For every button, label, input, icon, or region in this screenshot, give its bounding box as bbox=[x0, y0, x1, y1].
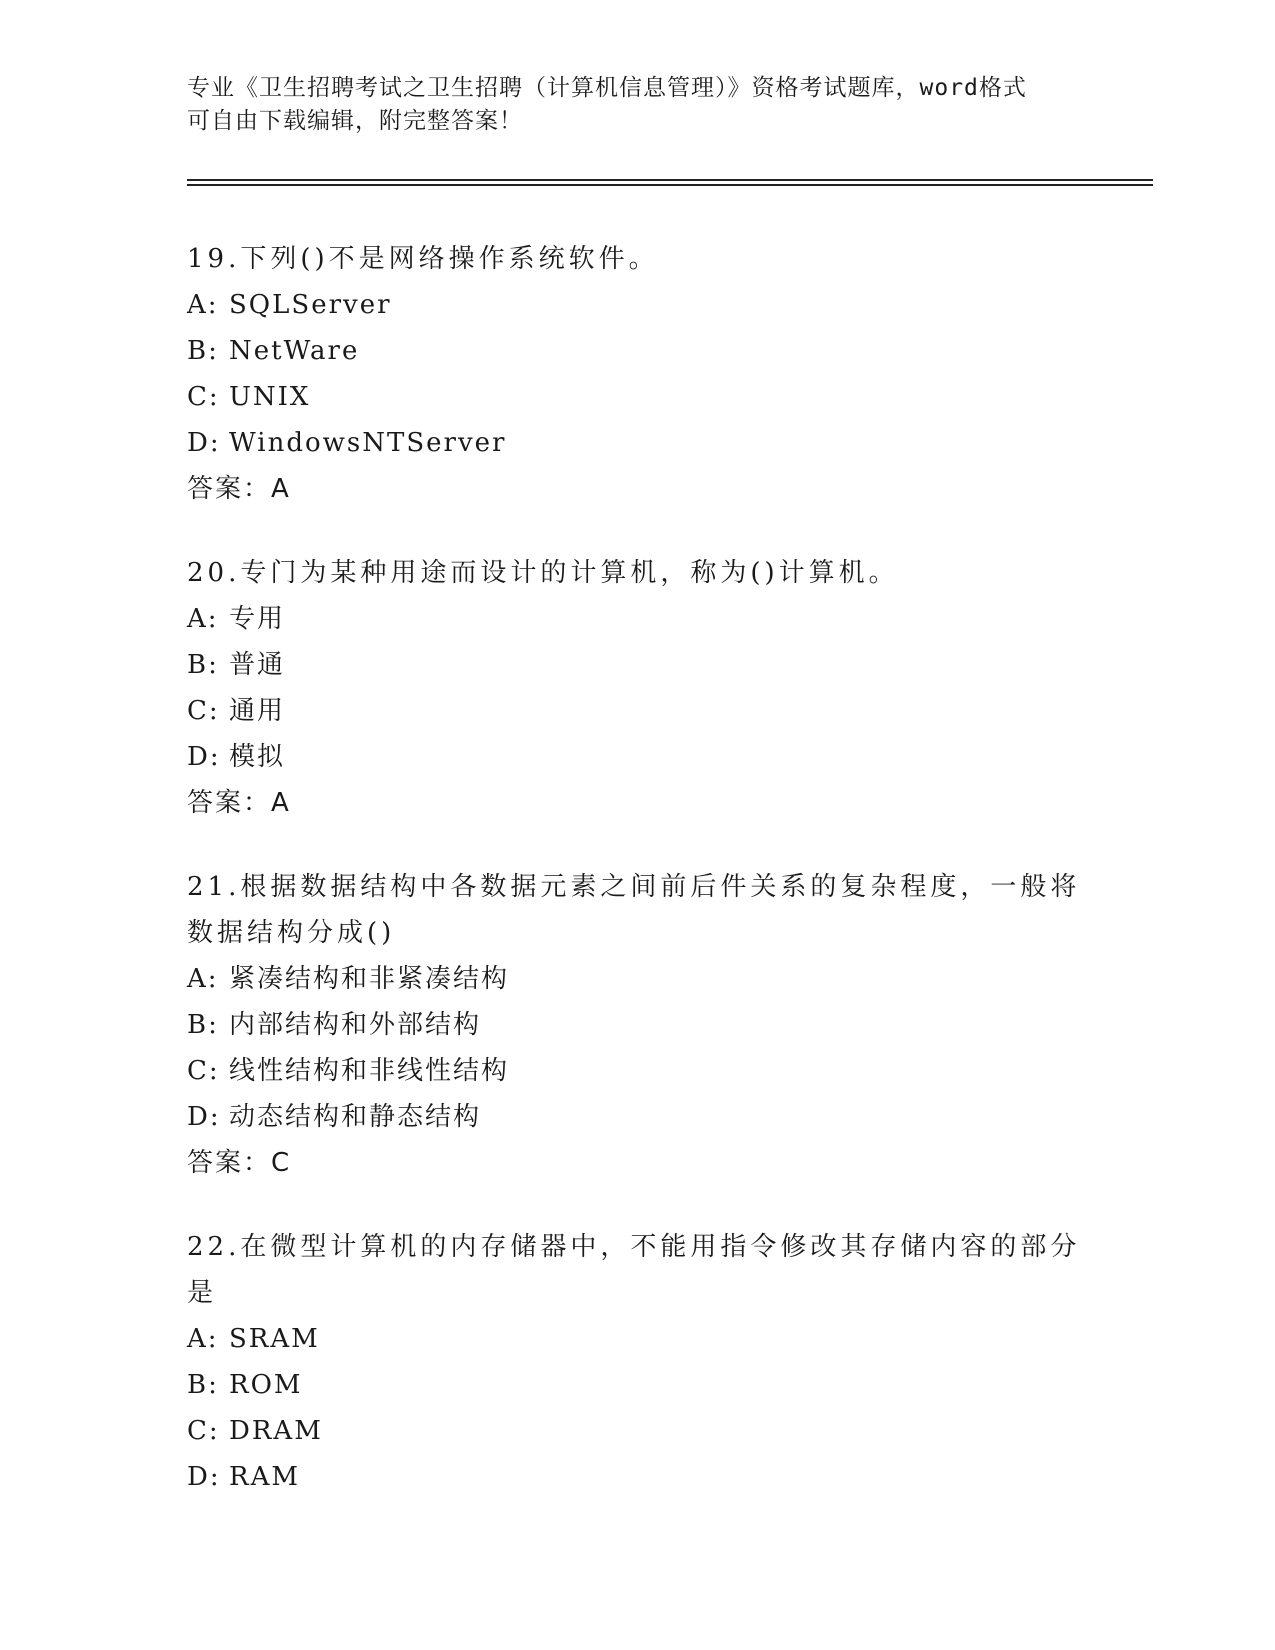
option-text: UNIX bbox=[229, 382, 311, 412]
option-b bbox=[187, 1002, 1087, 1048]
answer-line: 答案：A bbox=[187, 788, 291, 818]
option-letter: D: bbox=[187, 742, 221, 772]
option-letter: A: bbox=[187, 964, 219, 994]
option-letter: B: bbox=[187, 650, 219, 680]
option-c bbox=[187, 688, 1087, 734]
answer-line: 答案：A bbox=[187, 474, 291, 504]
option-d bbox=[187, 1454, 1087, 1500]
question-20 bbox=[187, 550, 1087, 826]
option-a bbox=[187, 1316, 1087, 1362]
question-stem: 19.下列()不是网络操作系统软件。 bbox=[187, 244, 659, 274]
option-letter: A: bbox=[187, 1324, 219, 1354]
option-text: 内部结构和外部结构 bbox=[229, 1010, 482, 1040]
option-text: 线性结构和非线性结构 bbox=[229, 1056, 510, 1086]
option-letter: D: bbox=[187, 428, 221, 458]
document-header bbox=[187, 72, 1087, 138]
option-text: 紧凑结构和非紧凑结构 bbox=[229, 964, 510, 994]
option-letter: D: bbox=[187, 1102, 221, 1132]
option-text: 模拟 bbox=[229, 742, 286, 772]
answer-line: 答案：C bbox=[187, 1148, 292, 1178]
option-d bbox=[187, 734, 1087, 780]
question-stem: 22.在微型计算机的内存储器中，不能用指令修改其存储内容的部分是 bbox=[187, 1232, 1081, 1308]
option-c bbox=[187, 1048, 1087, 1094]
header-divider-bottom bbox=[187, 184, 1153, 186]
option-text: 普通 bbox=[229, 650, 286, 680]
option-letter: B: bbox=[187, 336, 219, 366]
option-b bbox=[187, 642, 1087, 688]
header-line-2: 可自由下载编辑，附完整答案！ bbox=[187, 108, 523, 134]
header-line-1: 专业《卫生招聘考试之卫生招聘（计算机信息管理）》资格考试题库，word格式 bbox=[187, 75, 1027, 101]
question-21 bbox=[187, 864, 1087, 1186]
option-text: ROM bbox=[229, 1370, 303, 1400]
question-stem: 21.根据数据结构中各数据元素之间前后件关系的复杂程度，一般将数据结构分成() bbox=[187, 872, 1081, 948]
option-a bbox=[187, 956, 1087, 1002]
question-list bbox=[187, 236, 1087, 1538]
option-text: NetWare bbox=[229, 336, 360, 366]
option-text: DRAM bbox=[229, 1416, 323, 1446]
question-19 bbox=[187, 236, 1087, 512]
option-text: RAM bbox=[229, 1462, 300, 1492]
option-letter: A: bbox=[187, 604, 219, 634]
option-text: 动态结构和静态结构 bbox=[229, 1102, 482, 1132]
option-d bbox=[187, 420, 1087, 466]
option-letter: B: bbox=[187, 1370, 219, 1400]
option-a bbox=[187, 596, 1087, 642]
header-divider-top bbox=[187, 179, 1153, 181]
option-text: WindowsNTServer bbox=[229, 428, 507, 458]
option-letter: C: bbox=[187, 382, 220, 412]
option-b bbox=[187, 1362, 1087, 1408]
option-c bbox=[187, 1408, 1087, 1454]
option-letter: B: bbox=[187, 1010, 219, 1040]
option-a bbox=[187, 282, 1087, 328]
option-c bbox=[187, 374, 1087, 420]
option-text: SQLServer bbox=[229, 290, 392, 320]
option-text: 专用 bbox=[229, 604, 286, 634]
option-text: SRAM bbox=[229, 1324, 320, 1354]
option-b bbox=[187, 328, 1087, 374]
question-22 bbox=[187, 1224, 1087, 1500]
option-letter: C: bbox=[187, 1416, 220, 1446]
option-letter: C: bbox=[187, 1056, 220, 1086]
option-letter: C: bbox=[187, 696, 220, 726]
option-letter: D: bbox=[187, 1462, 221, 1492]
option-d bbox=[187, 1094, 1087, 1140]
option-letter: A: bbox=[187, 290, 219, 320]
question-stem: 20.专门为某种用途而设计的计算机，称为()计算机。 bbox=[187, 558, 899, 588]
option-text: 通用 bbox=[229, 696, 286, 726]
